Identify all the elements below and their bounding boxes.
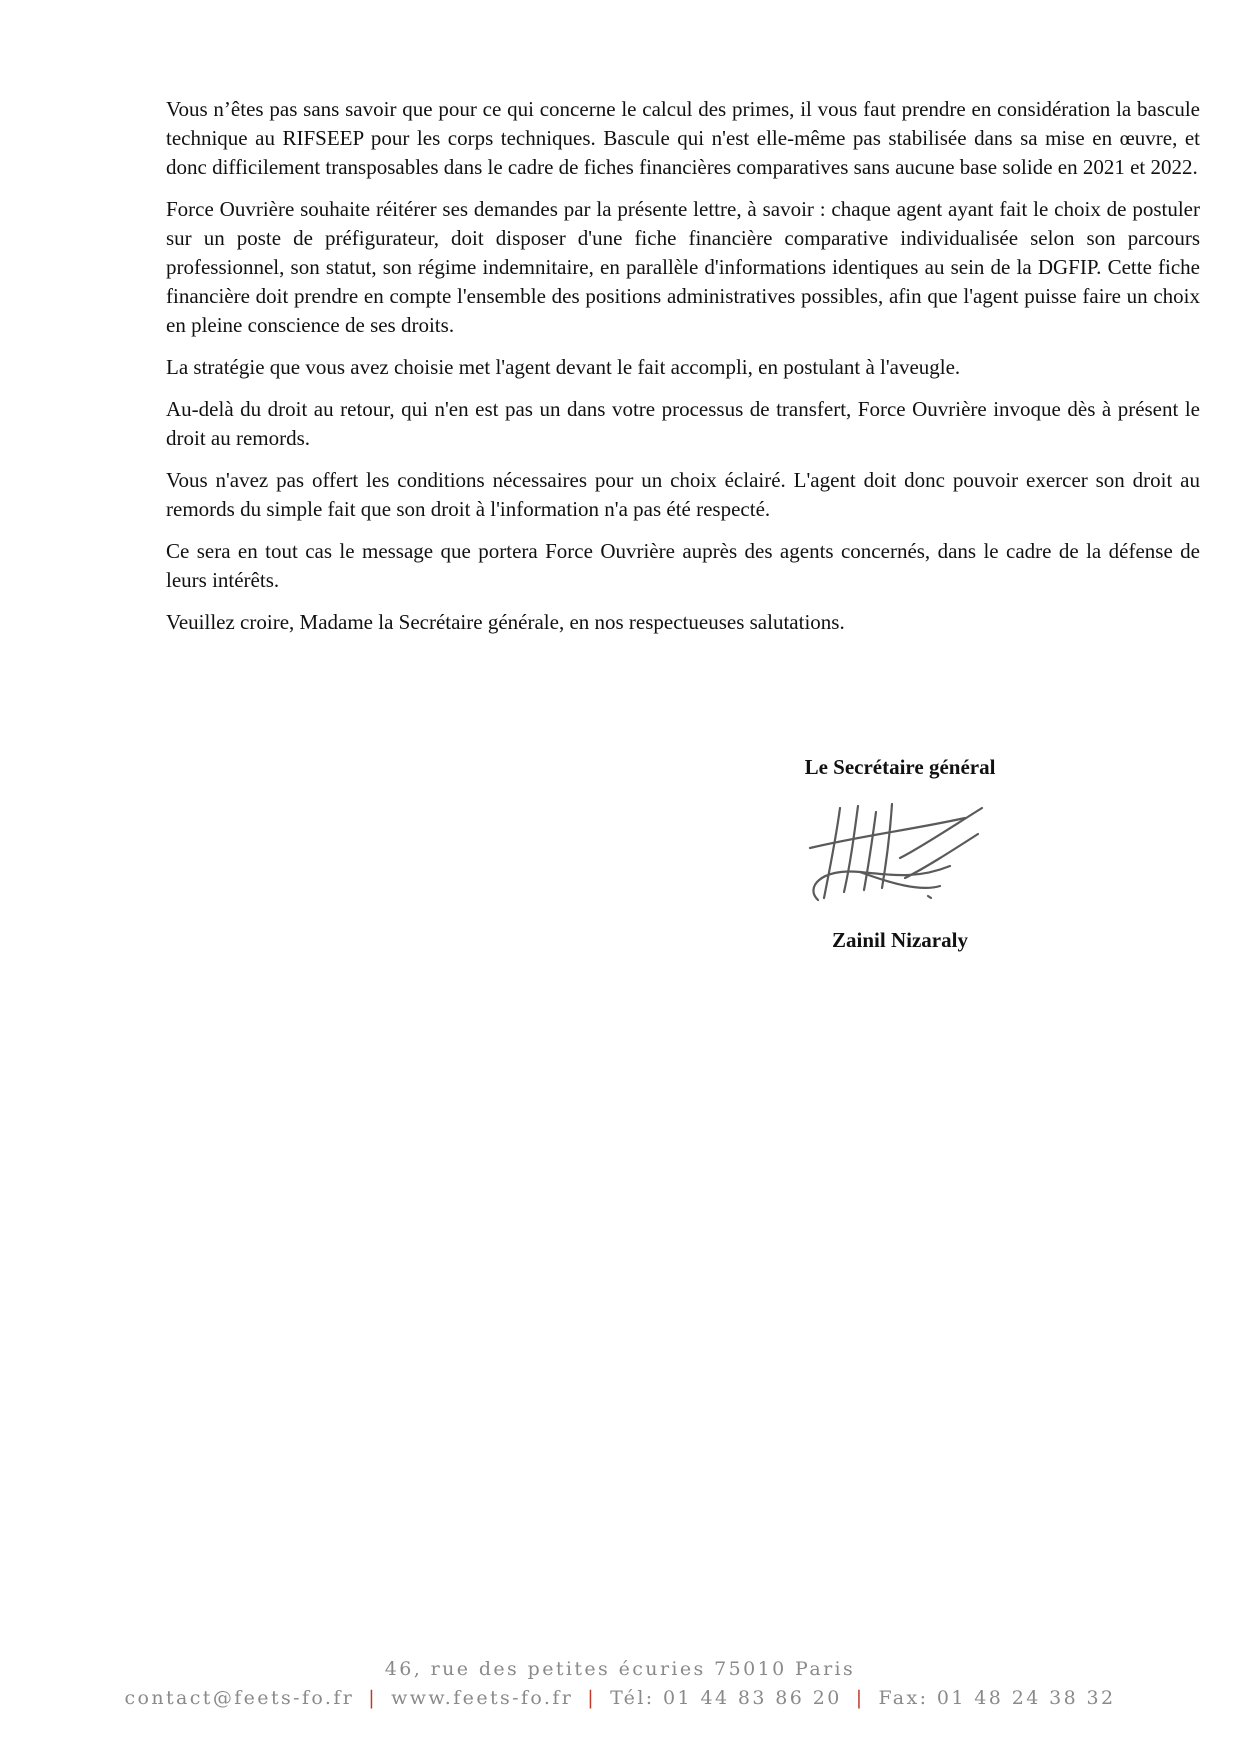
paragraph-primes: Vous n’êtes pas sans savoir que pour ce qui concerne le calcul des primes, il vous faut prendre en considération la bascule technique au RIFSEEP pour les corps techniques. Bascule qui n'est elle-même pas stabilisée dans sa mise en œuvre, et donc difficilement transposables dans le cadre de fiches financières comparatives sans aucune base solide en 2021 et 2022. [166,97,1200,179]
footer-fax: Fax: 01 48 24 38 32 [878,1687,1116,1709]
footer-email[interactable]: contact@feets-fo.fr [124,1687,355,1709]
signatory-name: Zainil Nizaraly [832,928,968,952]
footer-separator: | [368,1687,378,1709]
footer-phone: Tél: 01 44 83 86 20 [610,1687,842,1709]
footer-website[interactable]: www.feets-fo.fr [391,1687,574,1709]
letter-body [166,95,1200,650]
footer-separator: | [855,1687,865,1709]
paragraph-droit-remords: Au-delà du droit au retour, qui n'en est pas un dans votre processus de transfert, Force Ouvrière invoque dès à présent le droit au remords. [166,397,1200,450]
paragraph-salutations: Veuillez croire, Madame la Secrétaire générale, en nos respectueuses salutations. [166,610,845,634]
footer-contacts [0,1687,1240,1709]
signatory-title: Le Secrétaire général [804,755,996,779]
handwritten-signature [800,788,990,918]
footer-separator: | [587,1687,597,1709]
footer-address: 46, rue des petites écuries 75010 Paris [384,1658,856,1680]
paragraph-demandes: Force Ouvrière souhaite réitérer ses demandes par la présente lettre, à savoir : chaque agent ayant fait le choix de postuler sur un poste de préfigurateur, doit disposer d'une fiche financière comparative individualisée selon son parcours professionnel, son statut, son régime indemnitaire, en parallèle d'informations identiques au sein de la DGFIP. Cette fiche financière doit prendre en compte l'ensemble des positions administratives possibles, afin que l'agent puisse faire un choix en pleine conscience de ses droits. [166,197,1200,337]
paragraph-strategie: La stratégie que vous avez choisie met l'agent devant le fait accompli, en postulant à l'aveugle. [166,355,961,379]
paragraph-choix-eclaire: Vous n'avez pas offert les conditions nécessaires pour un choix éclairé. L'agent doit donc pouvoir exercer son droit au remords du simple fait que son droit à l'information n'a pas été respecté. [166,468,1200,521]
paragraph-message: Ce sera en tout cas le message que portera Force Ouvrière auprès des agents concernés, dans le cadre de la défense de leurs intérêts. [166,539,1200,592]
